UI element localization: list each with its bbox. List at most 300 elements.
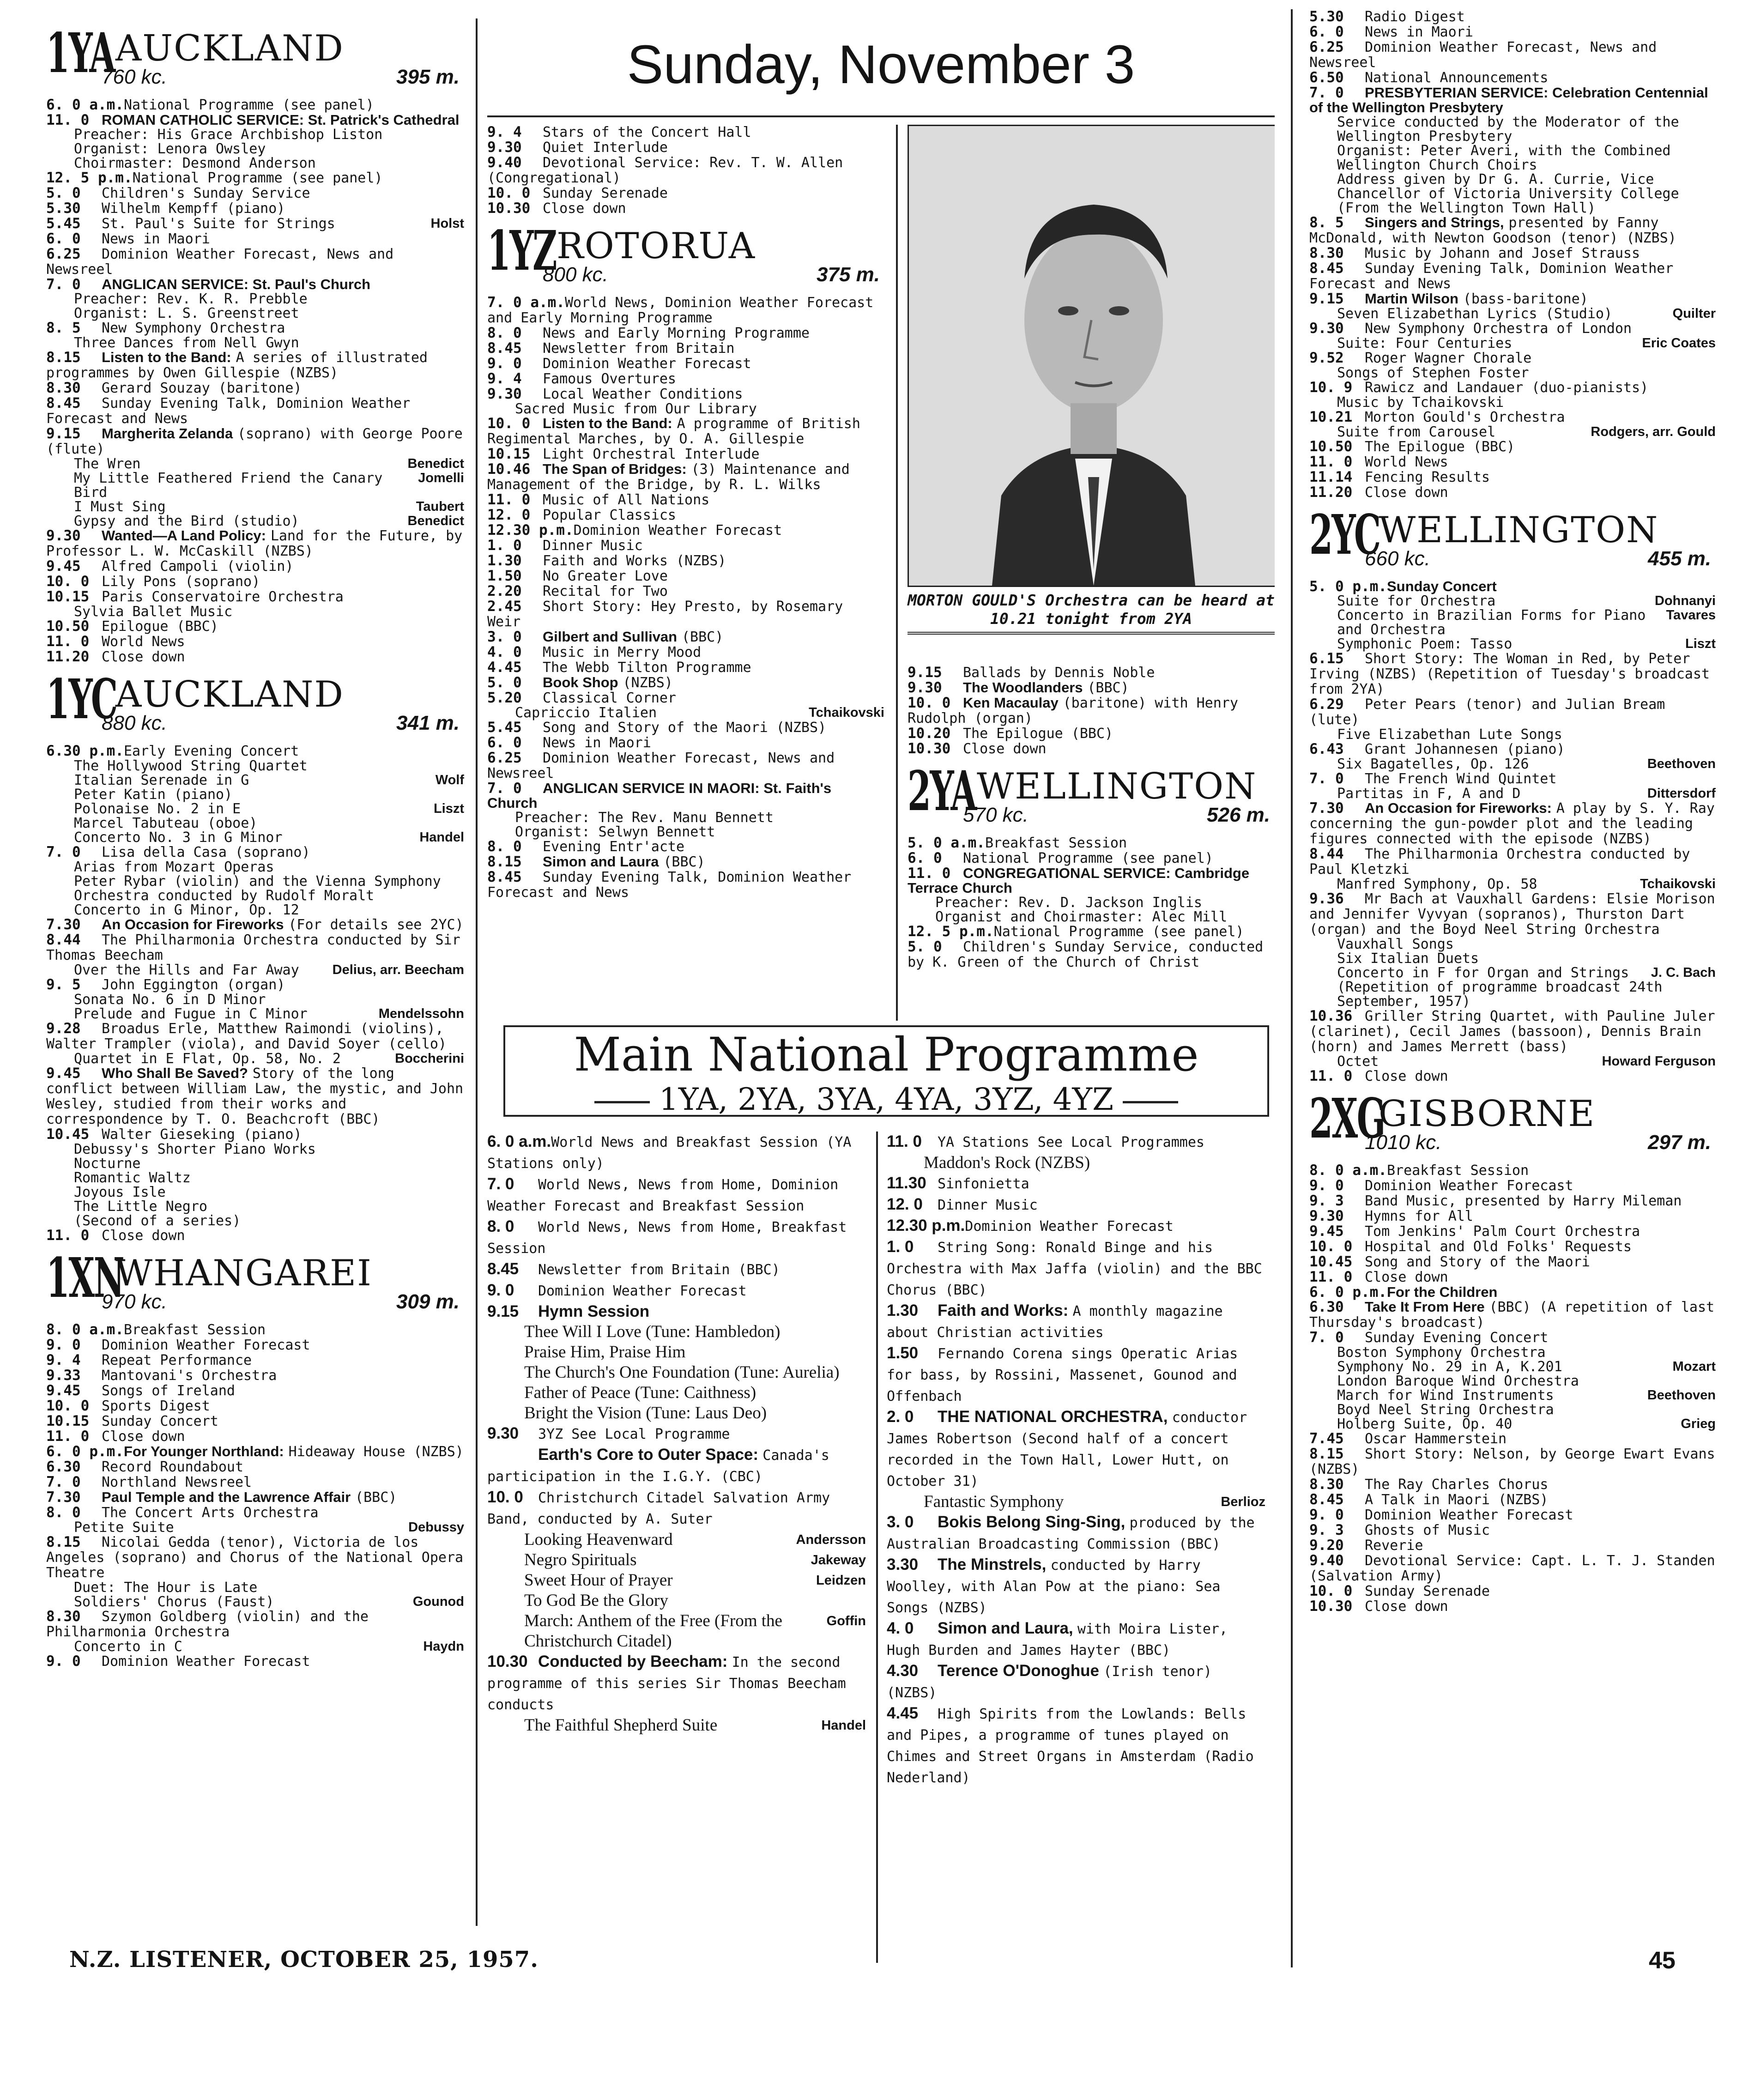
programme-time: 7. 0 — [487, 1175, 514, 1193]
programme-detail — [46, 1199, 464, 1214]
programme-time: 9. 4 — [487, 370, 522, 387]
programme-composer: Jomelli — [418, 471, 464, 485]
programme-description: Three Dances from Nell Gwyn — [74, 335, 299, 351]
programme-description: Sunday Evening Concert — [1365, 1330, 1549, 1346]
programme-composer: Liszt — [1685, 636, 1716, 651]
programme-detail — [46, 457, 464, 471]
programme-detail — [1309, 1360, 1716, 1374]
programme-time: 9.45 — [46, 558, 81, 575]
programme-description: Dominion Weather Forecast — [543, 356, 751, 372]
programme-entry — [908, 696, 1275, 726]
programme-description: Preacher: The Rev. Manu Bennett — [515, 810, 774, 826]
programme-entry — [1309, 1431, 1716, 1446]
programme-description: Dominion Weather Forecast — [965, 1218, 1174, 1235]
programme-time: 10.30 — [487, 1652, 528, 1670]
programme-time: 9.45 — [46, 1065, 81, 1082]
programme-entry — [1309, 1446, 1716, 1477]
programme-description: Sunday Serenade — [1365, 1583, 1490, 1599]
programme-entry — [46, 396, 464, 426]
programme-time: 5.45 — [487, 719, 522, 736]
programme-composer: Boccherini — [395, 1051, 464, 1066]
programme-description: Epilogue (BBC) — [102, 618, 218, 635]
programme-description: My Little Feathered Friend the Canary Bird — [74, 470, 383, 501]
programme-entry — [487, 750, 884, 781]
programme-detail — [487, 1342, 866, 1362]
programme-description: Mantovani's Orchestra — [102, 1368, 277, 1384]
programme-time: 4. 0 — [487, 644, 522, 660]
programme-detail — [46, 605, 464, 619]
programme-entry — [46, 350, 464, 381]
programme-time: 8.44 — [46, 932, 81, 948]
programme-entry — [908, 866, 1275, 896]
programme-time: 8.30 — [1309, 245, 1344, 261]
programme-description: To God Be the Glory — [524, 1591, 668, 1610]
programme-description: Ghosts of Music — [1365, 1522, 1490, 1538]
programme-description: Service conducted by the Moderator of the Wellington Presbytery — [1337, 114, 1679, 145]
station-header-2yc — [1309, 502, 1716, 576]
column-right — [1309, 9, 1716, 1986]
programme-description: (bass-baritone) — [1463, 291, 1588, 307]
programme-description: (BBC) — [355, 1489, 397, 1506]
programme-entry — [1309, 261, 1716, 291]
programme-description: Hospital and Old Folks' Requests — [1365, 1239, 1632, 1255]
programme-description: Lisa della Casa (soprano) — [102, 844, 310, 860]
station-call-sign: 1XN — [46, 1246, 124, 1310]
programme-entry — [46, 216, 464, 231]
programme-title: Ken Macaulay — [963, 695, 1059, 711]
programme-entry — [46, 1414, 464, 1429]
programme-description: Tom Jenkins' Palm Court Orchestra — [1365, 1223, 1640, 1240]
programme-detail — [487, 706, 884, 720]
programme-entry — [487, 569, 884, 584]
schedule-1yz — [487, 295, 884, 900]
programme-entry — [46, 321, 464, 336]
programme-entry — [487, 1132, 866, 1174]
programme-time: 12. 5 p.m. — [908, 923, 994, 940]
programme-description: Seven Elizabethan Lyrics (Studio) — [1337, 306, 1613, 322]
programme-time: 3. 0 — [887, 1513, 914, 1531]
programme-entry — [1309, 1009, 1716, 1054]
programme-detail — [46, 1580, 464, 1595]
programme-time: 9.40 — [1309, 1552, 1344, 1569]
programme-description: Short Story: Hey Presto, by Rosemary Weir — [487, 599, 843, 630]
programme-entry — [46, 1459, 464, 1475]
programme-description: Concerto No. 3 in G Minor — [74, 829, 283, 846]
programme-composer: Eric Coates — [1642, 336, 1716, 351]
programme-entry — [1309, 321, 1716, 336]
programme-description: Dominion Weather Forecast, News and Newsreel — [46, 246, 394, 278]
programme-description: Faith and Works (NZBS) — [543, 553, 726, 569]
programme-time: 9. 4 — [487, 125, 522, 140]
programme-time: 10.21 — [1309, 409, 1353, 425]
programme-description: Morton Gould's Orchestra — [1365, 409, 1565, 425]
programme-time: 7. 0 — [1309, 1329, 1344, 1346]
programme-entry — [46, 1535, 464, 1580]
programme-entry — [487, 584, 884, 599]
programme-detail — [887, 1492, 1265, 1512]
programme-description: (Repetition of programme broadcast 24th September, 1957) — [1337, 979, 1663, 1010]
programme-entry — [887, 1618, 1265, 1661]
programme-description: Address given by Dr G. A. Currie, Vice Chancellor of Victoria University College — [1337, 171, 1679, 202]
programme-detail — [1309, 1345, 1716, 1360]
programme-description: Organist: Lenora Owsley — [74, 141, 266, 157]
programme-time: 12.30 p.m. — [887, 1216, 965, 1235]
programme-time: 10. 0 — [487, 415, 531, 432]
station-wavelength: 455 m. — [1648, 547, 1711, 570]
programme-detail — [1309, 877, 1716, 891]
station-wavelength: 309 m. — [396, 1290, 460, 1313]
programme-description: Devotional Service: Capt. L. T. J. Standen (Salvation Army) — [1309, 1553, 1715, 1584]
programme-detail — [46, 1142, 464, 1156]
programme-entry — [46, 1609, 464, 1640]
station-wavelength: 375 m. — [817, 263, 880, 286]
programme-time: 4.45 — [887, 1704, 919, 1722]
programme-composer: Handel — [419, 830, 464, 845]
station-wavelength: 395 m. — [396, 66, 460, 88]
station-call-sign: 2YC — [1309, 502, 1380, 567]
programme-description: News in Maori — [1365, 24, 1473, 40]
programme-time: 9.30 — [487, 386, 522, 402]
programme-description: Children's Sunday Service, conducted by K. Green of the Church of Christ — [908, 939, 1264, 970]
programme-description: with Moira Lister, Hugh Burden and James Hayter (BBC) — [887, 1621, 1228, 1658]
programme-description: Organist: Peter Averi, with the Combined Wellington Church Choirs — [1337, 143, 1671, 173]
programme-description: National Programme (see panel) — [963, 850, 1213, 866]
programme-entry — [487, 416, 884, 447]
programme-description: (BBC) — [681, 629, 724, 645]
programme-time: 9. 0 — [487, 355, 522, 372]
programme-detail — [46, 759, 464, 773]
programme-entry — [46, 619, 464, 634]
programme-entry — [487, 492, 884, 508]
programme-time: 11. 0 — [1309, 454, 1353, 470]
programme-composer: Benedict — [407, 514, 464, 528]
programme-entry — [487, 854, 884, 870]
programme-description: Dominion Weather Forecast — [1365, 1507, 1573, 1523]
programme-description: The Church's One Foundation (Tune: Aurelia) — [524, 1363, 840, 1382]
programme-entry — [487, 553, 884, 569]
programme-detail — [487, 825, 884, 839]
programme-description: Story of the long conflict between William Law, the mystic, and John Wesley, studied from their works and correspondence by T. O. Beachcroft (BBC) — [46, 1065, 464, 1127]
programme-detail — [1309, 787, 1716, 801]
programme-entry — [487, 660, 884, 675]
programme-description: Arias from Mozart Operas — [74, 859, 274, 875]
programme-time: 5. 0 — [908, 938, 942, 955]
programme-description: Children's Sunday Service — [102, 185, 310, 201]
programme-time: 9.40 — [487, 154, 522, 171]
programme-time: 6.25 — [46, 246, 81, 262]
programme-description: Organist: L. S. Greenstreet — [74, 305, 299, 321]
programme-time: 8. 0 — [487, 325, 522, 341]
programme-description: Szymon Goldberg (violin) and the Philharmonia Orchestra — [46, 1609, 369, 1640]
programme-time: 5. 0 — [46, 185, 81, 201]
programme-description: Dominion Weather Forecast, News and Newsreel — [487, 750, 835, 781]
programme-time: 2.45 — [487, 598, 522, 615]
station-frequency: 880 kc. — [102, 712, 167, 734]
programme-description: Soldiers' Chorus (Faust) — [74, 1594, 274, 1610]
programme-time: 10.30 — [1309, 1598, 1353, 1615]
programme-entry — [487, 125, 884, 140]
programme-description: Lily Pons (soprano) — [102, 574, 260, 590]
programme-detail — [487, 1403, 866, 1423]
programme-composer: Taubert — [416, 499, 464, 514]
programme-description: Broadus Erle, Matthew Raimondi (violins), Walter Trampler (viola), and David Soyer (cello) — [46, 1021, 447, 1052]
programme-description: Quartet in E Flat, Op. 58, No. 2 — [74, 1051, 341, 1067]
programme-time: 8. 0 — [487, 1217, 514, 1235]
programme-description: News and Early Morning Programme — [543, 325, 810, 341]
programme-detail — [1309, 201, 1716, 215]
programme-detail — [46, 802, 464, 816]
programme-description: High Spirits from the Lowlands: Bells and Pipes, a programme of tunes played on Chimes and Street Organs in Amsterdam (Radio Nederland) — [887, 1706, 1254, 1786]
programme-entry — [487, 341, 884, 356]
programme-time: 5.45 — [46, 215, 81, 232]
programme-detail — [1309, 172, 1716, 201]
programme-entry — [1309, 801, 1716, 847]
programme-entry — [46, 247, 464, 277]
programme-time: 11. 0 — [887, 1132, 922, 1150]
station-name: WHANGAREI — [115, 1253, 372, 1294]
programme-time: 10.45 — [46, 1126, 90, 1143]
programme-description: 3YZ See Local Programme — [538, 1426, 730, 1442]
station-call-sign: 2YA — [908, 759, 976, 823]
programme-description: World News, Dominion Weather Forecast and Early Morning Programme — [487, 295, 874, 326]
programme-time: 11. 0 — [487, 491, 531, 508]
programme-time: 9.52 — [1309, 350, 1344, 366]
programme-detail — [46, 816, 464, 830]
programme-title: Listen to the Band: — [543, 415, 672, 431]
programme-description: (From the Wellington Town Hall) — [1337, 200, 1596, 216]
schedule-2ya-evening — [1309, 9, 1716, 500]
programme-entry — [1309, 1330, 1716, 1345]
programme-time: 4. 0 — [887, 1619, 914, 1637]
programme-detail — [46, 306, 464, 321]
programme-detail — [487, 1611, 866, 1652]
programme-description: (soprano) with George Poore (flute) — [46, 426, 463, 457]
programme-time: 6.30 — [1309, 1299, 1344, 1315]
programme-description: National Programme (see panel) — [993, 924, 1244, 940]
programme-description: Music of All Nations — [543, 492, 710, 508]
programme-description: Polonaise No. 2 in E — [74, 801, 241, 817]
programme-description: Close down — [102, 1228, 185, 1244]
programme-time: 8.45 — [487, 340, 522, 357]
programme-time: 8.45 — [46, 395, 81, 412]
programme-description: The Hollywood String Quartet — [74, 758, 308, 774]
programme-entry — [487, 781, 884, 811]
station-wavelength: 341 m. — [396, 712, 460, 734]
programme-entry — [1309, 291, 1716, 307]
programme-entry — [1309, 470, 1716, 485]
programme-entry — [1309, 1285, 1716, 1300]
programme-time: 8.15 — [46, 1534, 81, 1550]
programme-description: Sunday Evening Talk, Dominion Weather Forecast and News — [46, 395, 411, 427]
programme-time: 9.15 — [487, 1302, 519, 1320]
programme-description: Close down — [1365, 484, 1448, 501]
programme-entry — [46, 1444, 464, 1459]
programme-time: 10.45 — [1309, 1253, 1353, 1270]
programme-detail — [487, 1570, 866, 1591]
programme-description: Northland Newsreel — [102, 1474, 252, 1490]
station-header-1xn — [46, 1248, 464, 1319]
programme-entry — [1309, 1270, 1716, 1285]
programme-description: Romantic Waltz — [74, 1170, 191, 1186]
programme-entry — [487, 1174, 866, 1216]
programme-description: The Philharmonia Orchestra conducted by Paul Kletzki — [1309, 846, 1690, 878]
programme-description: produced by the Australian Broadcasting Commission (BBC) — [887, 1515, 1255, 1552]
programme-time: 7. 0 — [1309, 85, 1344, 101]
programme-entry — [1309, 439, 1716, 454]
programme-entry — [1309, 1553, 1716, 1584]
programme-entry — [487, 186, 884, 201]
programme-time: 9. 3 — [1309, 1522, 1344, 1538]
programme-time: 9.30 — [908, 679, 942, 696]
programme-time: 2.20 — [487, 583, 522, 599]
programme-description: (Irish tenor) (NZBS) — [887, 1664, 1212, 1701]
programme-detail — [46, 1052, 464, 1066]
programme-time: 8.30 — [46, 1608, 81, 1625]
programme-time: 7. 0 — [46, 276, 81, 293]
programme-time: 10. 0 — [487, 185, 531, 201]
programme-title: Paul Temple and the Lawrence Affair — [102, 1489, 351, 1505]
programme-time: 10.46 — [487, 461, 531, 478]
programme-entry — [487, 1301, 866, 1322]
programme-detail — [46, 500, 464, 514]
programme-entry — [46, 1322, 464, 1337]
programme-description: Grant Johannesen (piano) — [1365, 741, 1565, 757]
programme-entry — [1309, 1163, 1716, 1178]
programme-composer: Berlioz — [1221, 1495, 1265, 1509]
programme-title: The Span of Bridges: — [543, 461, 687, 477]
station-frequency: 970 kc. — [102, 1290, 167, 1313]
programme-time: 11. 0 — [908, 865, 951, 882]
programme-description: Dominion Weather Forecast, News and Newsreel — [1309, 39, 1657, 71]
programme-description: Stars of the Concert Hall — [543, 125, 751, 140]
programme-entry — [1309, 847, 1716, 877]
portrait-illustration — [909, 126, 1275, 586]
programme-title: An Occasion for Fireworks: — [1365, 800, 1552, 816]
programme-entry — [487, 371, 884, 387]
programme-entry — [1309, 651, 1716, 697]
programme-entry — [1309, 85, 1716, 115]
programme-description: Dominion Weather Forecast — [102, 1337, 310, 1353]
programme-description: Sonata No. 6 in D Minor — [74, 992, 266, 1008]
programme-entry — [46, 1383, 464, 1398]
programme-time: 10.15 — [487, 446, 531, 462]
programme-time: 6. 0 a.m. — [46, 97, 124, 113]
programme-description: Symphony No. 29 in A, K.201 — [1337, 1359, 1562, 1375]
station-call-sign: 1YA — [46, 21, 115, 85]
programme-description: Peter Rybar (violin) and the Vienna Symphony Orchestra conducted by Rudolf Moralt — [74, 873, 441, 904]
programme-entry — [1309, 1239, 1716, 1254]
programme-description: Oscar Hammerstein — [1365, 1431, 1507, 1447]
programme-detail — [46, 292, 464, 306]
programme-composer: Benedict — [407, 456, 464, 471]
programme-time: 3.30 — [887, 1555, 919, 1573]
station-frequency: 1010 kc. — [1365, 1131, 1442, 1154]
programme-description: National Programme (see panel) — [123, 97, 374, 113]
programme-composer: Leidzen — [816, 1573, 866, 1588]
programme-time: 9. 3 — [1309, 1192, 1344, 1209]
programme-description: Concerto in G Minor, Op. 12 — [74, 902, 299, 918]
programme-description: Dominion Weather Forecast — [573, 522, 782, 539]
programme-detail — [46, 1007, 464, 1021]
programme-time: 9. 0 — [487, 1281, 514, 1299]
programme-description: No Greater Love — [543, 568, 668, 584]
programme-time: 10.36 — [1309, 1008, 1353, 1024]
programme-time: 10. 0 — [46, 573, 90, 590]
programme-time: 8.44 — [1309, 846, 1344, 862]
programme-detail — [46, 471, 464, 500]
programme-description: Early Evening Concert — [123, 743, 299, 759]
programme-detail — [1309, 980, 1716, 1009]
programme-entry — [1309, 246, 1716, 261]
programme-description: Concerto in Brazilian Forms for Piano and Orchestra — [1337, 607, 1646, 638]
programme-description: (BBC) — [663, 854, 705, 870]
programme-detail — [487, 402, 884, 416]
programme-description: Sacred Music from Our Library — [515, 401, 757, 417]
programme-title: ANGLICAN SERVICE IN MAORI: St. Faith's Church — [487, 780, 832, 811]
programme-detail — [46, 993, 464, 1007]
programme-detail — [1309, 336, 1716, 351]
programme-description: The Philharmonia Orchestra conducted by Sir Thomas Beecham — [46, 932, 460, 963]
programme-detail — [46, 787, 464, 802]
station-call-sign: 2XG — [1309, 1086, 1385, 1150]
banner-title: Main National Programme — [574, 1028, 1199, 1082]
programme-description: Five Elizabethan Lute Songs — [1337, 726, 1562, 743]
programme-entry — [1309, 1584, 1716, 1599]
programme-composer: Tavares — [1666, 608, 1716, 623]
programme-entry — [1309, 1599, 1716, 1614]
programme-time: 10. 0 — [46, 1398, 90, 1414]
programme-description: Partitas in F, A and D — [1337, 786, 1521, 802]
programme-time: 8. 0 a.m. — [46, 1321, 124, 1338]
programme-title: CONGREGATIONAL SERVICE: Cambridge Terrace Church — [908, 865, 1250, 896]
programme-description: Devotional Service: Rev. T. W. Allen (Congregational) — [487, 155, 843, 186]
inner-divider — [896, 125, 898, 1021]
programme-time: 6.50 — [1309, 69, 1344, 86]
programme-detail — [46, 514, 464, 528]
programme-time: 10. 0 — [908, 695, 951, 711]
programme-time: 8. 0 — [46, 1504, 81, 1521]
programme-detail — [1309, 1417, 1716, 1431]
programme-description: Dominion Weather Forecast — [1365, 1178, 1573, 1194]
programme-entry — [46, 1654, 464, 1669]
programme-detail — [46, 1214, 464, 1228]
column-center — [487, 18, 1275, 1981]
programme-composer: Mendelssohn — [378, 1006, 464, 1021]
programme-title: Bokis Belong Sing-Sing, — [938, 1513, 1126, 1531]
programme-time: 10. 0 — [1309, 1238, 1353, 1255]
programme-composer: Dohnanyi — [1654, 593, 1716, 608]
programme-description: News in Maori — [102, 231, 210, 247]
programme-description: Prelude and Fugue in C Minor — [74, 1006, 308, 1022]
programme-entry — [46, 634, 464, 649]
programme-entry — [1309, 742, 1716, 757]
programme-entry — [487, 720, 884, 735]
programme-detail — [1309, 594, 1716, 608]
programme-entry — [46, 113, 464, 127]
programme-title: Hymn Session — [538, 1302, 650, 1320]
programme-description: March for Wind Instruments — [1337, 1387, 1554, 1404]
programme-description: A series of illustrated programmes by Owen Gillespie (NZBS) — [46, 350, 428, 381]
programme-title: The Woodlanders — [963, 679, 1083, 696]
programme-time: 7. 0 — [46, 844, 81, 860]
programme-time: 9.15 — [46, 425, 81, 442]
programme-description: Band Music, presented by Harry Mileman — [1365, 1193, 1682, 1209]
programme-title: Martin Wilson — [1365, 290, 1458, 307]
programme-time: 11. 0 — [46, 112, 90, 128]
schedule-2xg — [1309, 1163, 1716, 1614]
programme-detail — [1309, 951, 1716, 966]
programme-description: The French Wind Quintet — [1365, 771, 1557, 787]
